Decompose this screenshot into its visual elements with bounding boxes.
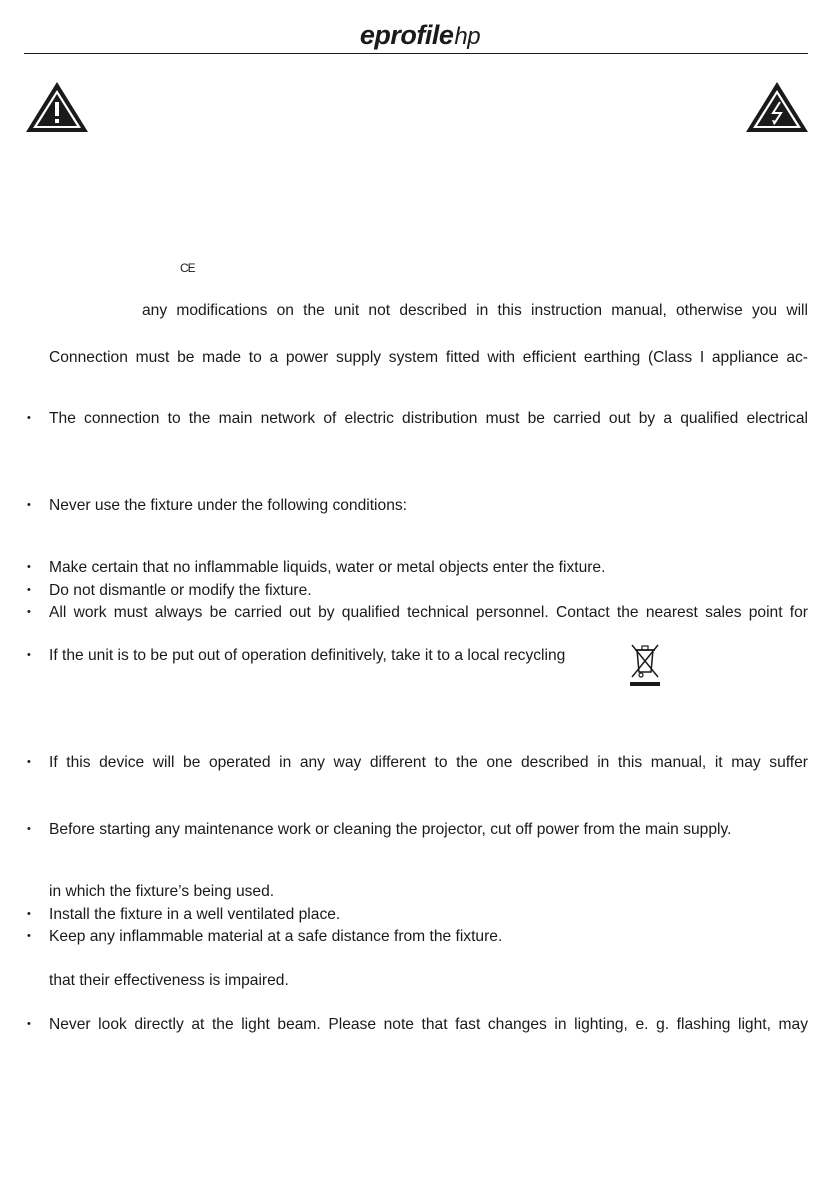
weee-crossed-bin-icon [628,642,662,688]
electric-hazard-triangle-icon [744,80,810,134]
line-fixture-used: in which the fixture’s being used. [49,883,275,900]
ce-mark: CE [180,261,195,275]
bullet-glyph: • [27,561,31,573]
bullet-glyph: • [27,412,31,424]
line-connection: Connection must be made to a power supply system fitted with efficient earthing (Class I appliance ac- [49,349,808,366]
logo-suffix-text: hp [454,23,481,50]
bullet-glyph: • [27,606,31,618]
bullet-glyph: • [27,1018,31,1030]
line-effectiveness: that their effectiveness is impaired. [49,972,289,989]
brand-logo [0,20,840,51]
line-never-use: Never use the fixture under the following conditions: [49,497,407,514]
bullet-glyph: • [27,823,31,835]
bullet-glyph: • [27,908,31,920]
line-maintenance: Before starting any maintenance work or cleaning the projector, cut off power from the main supply. [49,821,732,838]
line-light-beam: Never look directly at the light beam. Please note that fast changes in lighting, e. g. flashing light, may [49,1016,808,1033]
caution-triangle-icon [24,80,90,134]
line-operated-differently: If this device will be operated in any way different to the one described in this manual, it may suffer [49,754,808,771]
line-do-not-dismantle: Do not dismantle or modify the fixture. [49,582,312,599]
bullet-glyph: • [27,649,31,661]
bullet-glyph: • [27,930,31,942]
bullet-glyph: • [27,756,31,768]
bullet-glyph: • [27,499,31,511]
line-main-network: The connection to the main network of electric distribution must be carried out by a qualified electrical [49,410,808,427]
line-all-work: All work must always be carried out by qualified technical personnel. Contact the nearest sales point for [49,604,808,621]
line-ventilated: Install the fixture in a well ventilated place. [49,906,341,923]
line-recycling: If the unit is to be put out of operation definitively, take it to a local recycling [49,647,566,664]
logo-main-text: eprofile [359,20,454,50]
line-modifications: any modifications on the unit not described in this instruction manual, otherwise you will [142,302,808,319]
line-keep-inflammable: Keep any inflammable material at a safe distance from the fixture. [49,928,503,945]
line-inflammable-liquids: Make certain that no inflammable liquids, water or metal objects enter the fixture. [49,559,606,576]
bullet-glyph: • [27,584,31,596]
header-rule [24,53,808,54]
